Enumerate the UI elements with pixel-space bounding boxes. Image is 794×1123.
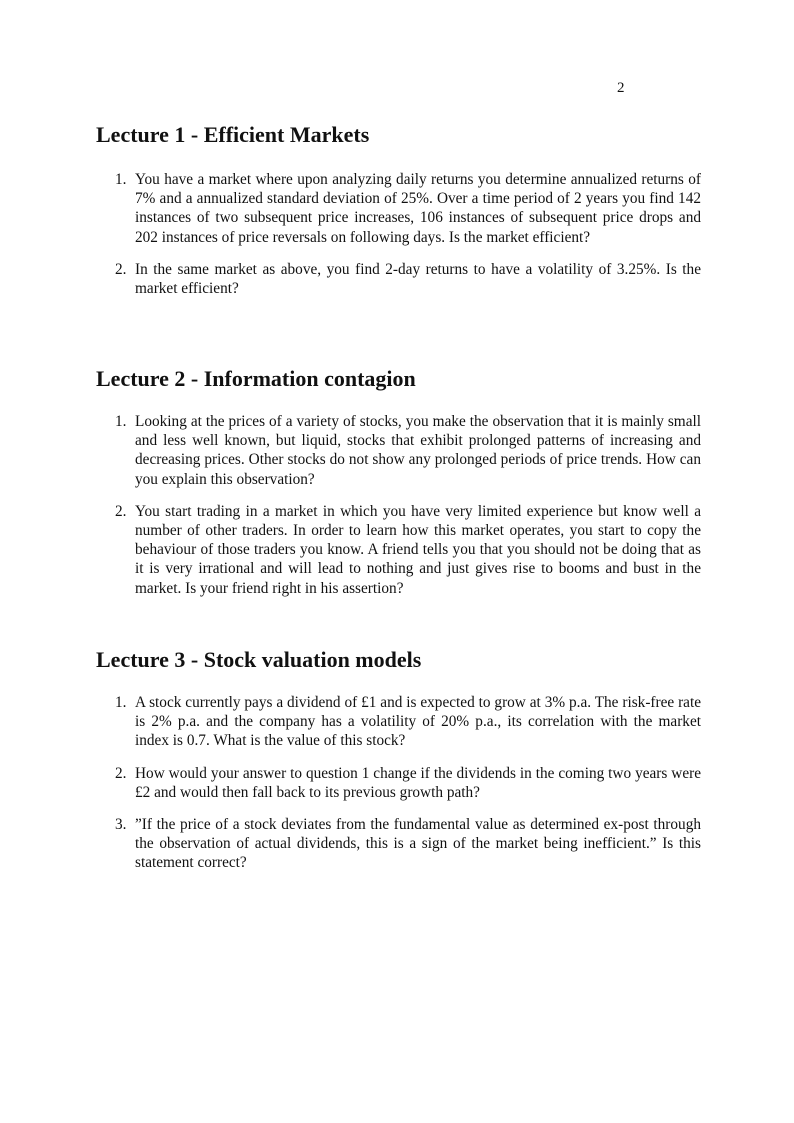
section-title-lecture-3: Lecture 3 - Stock valuation models	[96, 647, 422, 672]
question-text: A stock currently pays a dividend of £1 and is expected to grow at 3% p.a. The risk-free rate is 2% p.a. and the company has a volatility of 20% p.a., its correlation with the market index is 0.7. What is the value of this stock?	[135, 694, 701, 750]
question-number: 2.	[115, 764, 127, 782]
list-item	[115, 693, 701, 751]
question-number: 1.	[115, 694, 127, 711]
question-text: You have a market where upon analyzing daily returns you determine annualized returns of 7% and a annualized standard deviation of 25%. Over a time period of 2 years you find 142 instances of two subsequent price increases, 106 instances of subsequent price drops and 202 instances of price reversals on following days. Is the market efficient?	[135, 171, 701, 246]
question-list-lecture-3	[115, 693, 701, 873]
question-number: 1.	[115, 171, 127, 188]
list-item	[115, 502, 701, 598]
question-text: How would your answer to question 1 change if the dividends in the coming two years were £2 and would then fall back to its previous growth path?	[135, 764, 701, 801]
question-text: In the same market as above, you find 2-day returns to have a volatility of 3.25%. Is the market efficient?	[135, 260, 701, 298]
question-number: 1.	[115, 413, 127, 430]
question-number: 2.	[115, 260, 127, 278]
question-number: 3.	[115, 816, 127, 834]
list-item	[115, 170, 701, 247]
question-text: You start trading in a market in which you have very limited experience but know well a number of other traders. In order to learn how this market operates, you start to copy the behaviour of those traders you know. A friend tells you that you should not be doing that as it is very irrational and will lead to nothing and just gives rise to booms and bust in the market. Is your friend right in his assertion?	[135, 502, 701, 597]
list-item	[115, 815, 701, 873]
list-item	[115, 260, 701, 298]
question-list-lecture-2	[115, 412, 701, 598]
question-number: 2.	[115, 502, 127, 520]
section-title-lecture-1: Lecture 1 - Efficient Markets	[96, 122, 370, 147]
question-text: ”If the price of a stock deviates from the fundamental value as determined ex-post through the observation of actual dividends, this is a sign of the market being inefficient.” Is this statement correct?	[135, 816, 701, 872]
question-list-lecture-1	[115, 170, 701, 298]
section-title-lecture-2: Lecture 2 - Information contagion	[96, 366, 416, 391]
list-item	[115, 412, 701, 489]
list-item	[115, 764, 701, 802]
question-text: Looking at the prices of a variety of stocks, you make the observation that it is mainly small and less well known, but liquid, stocks that exhibit prolonged patterns of increasing and decreasing prices. Other stocks do not show any prolonged periods of price trends. How can you explain this observation?	[135, 413, 701, 488]
page-number: 2	[617, 80, 625, 96]
